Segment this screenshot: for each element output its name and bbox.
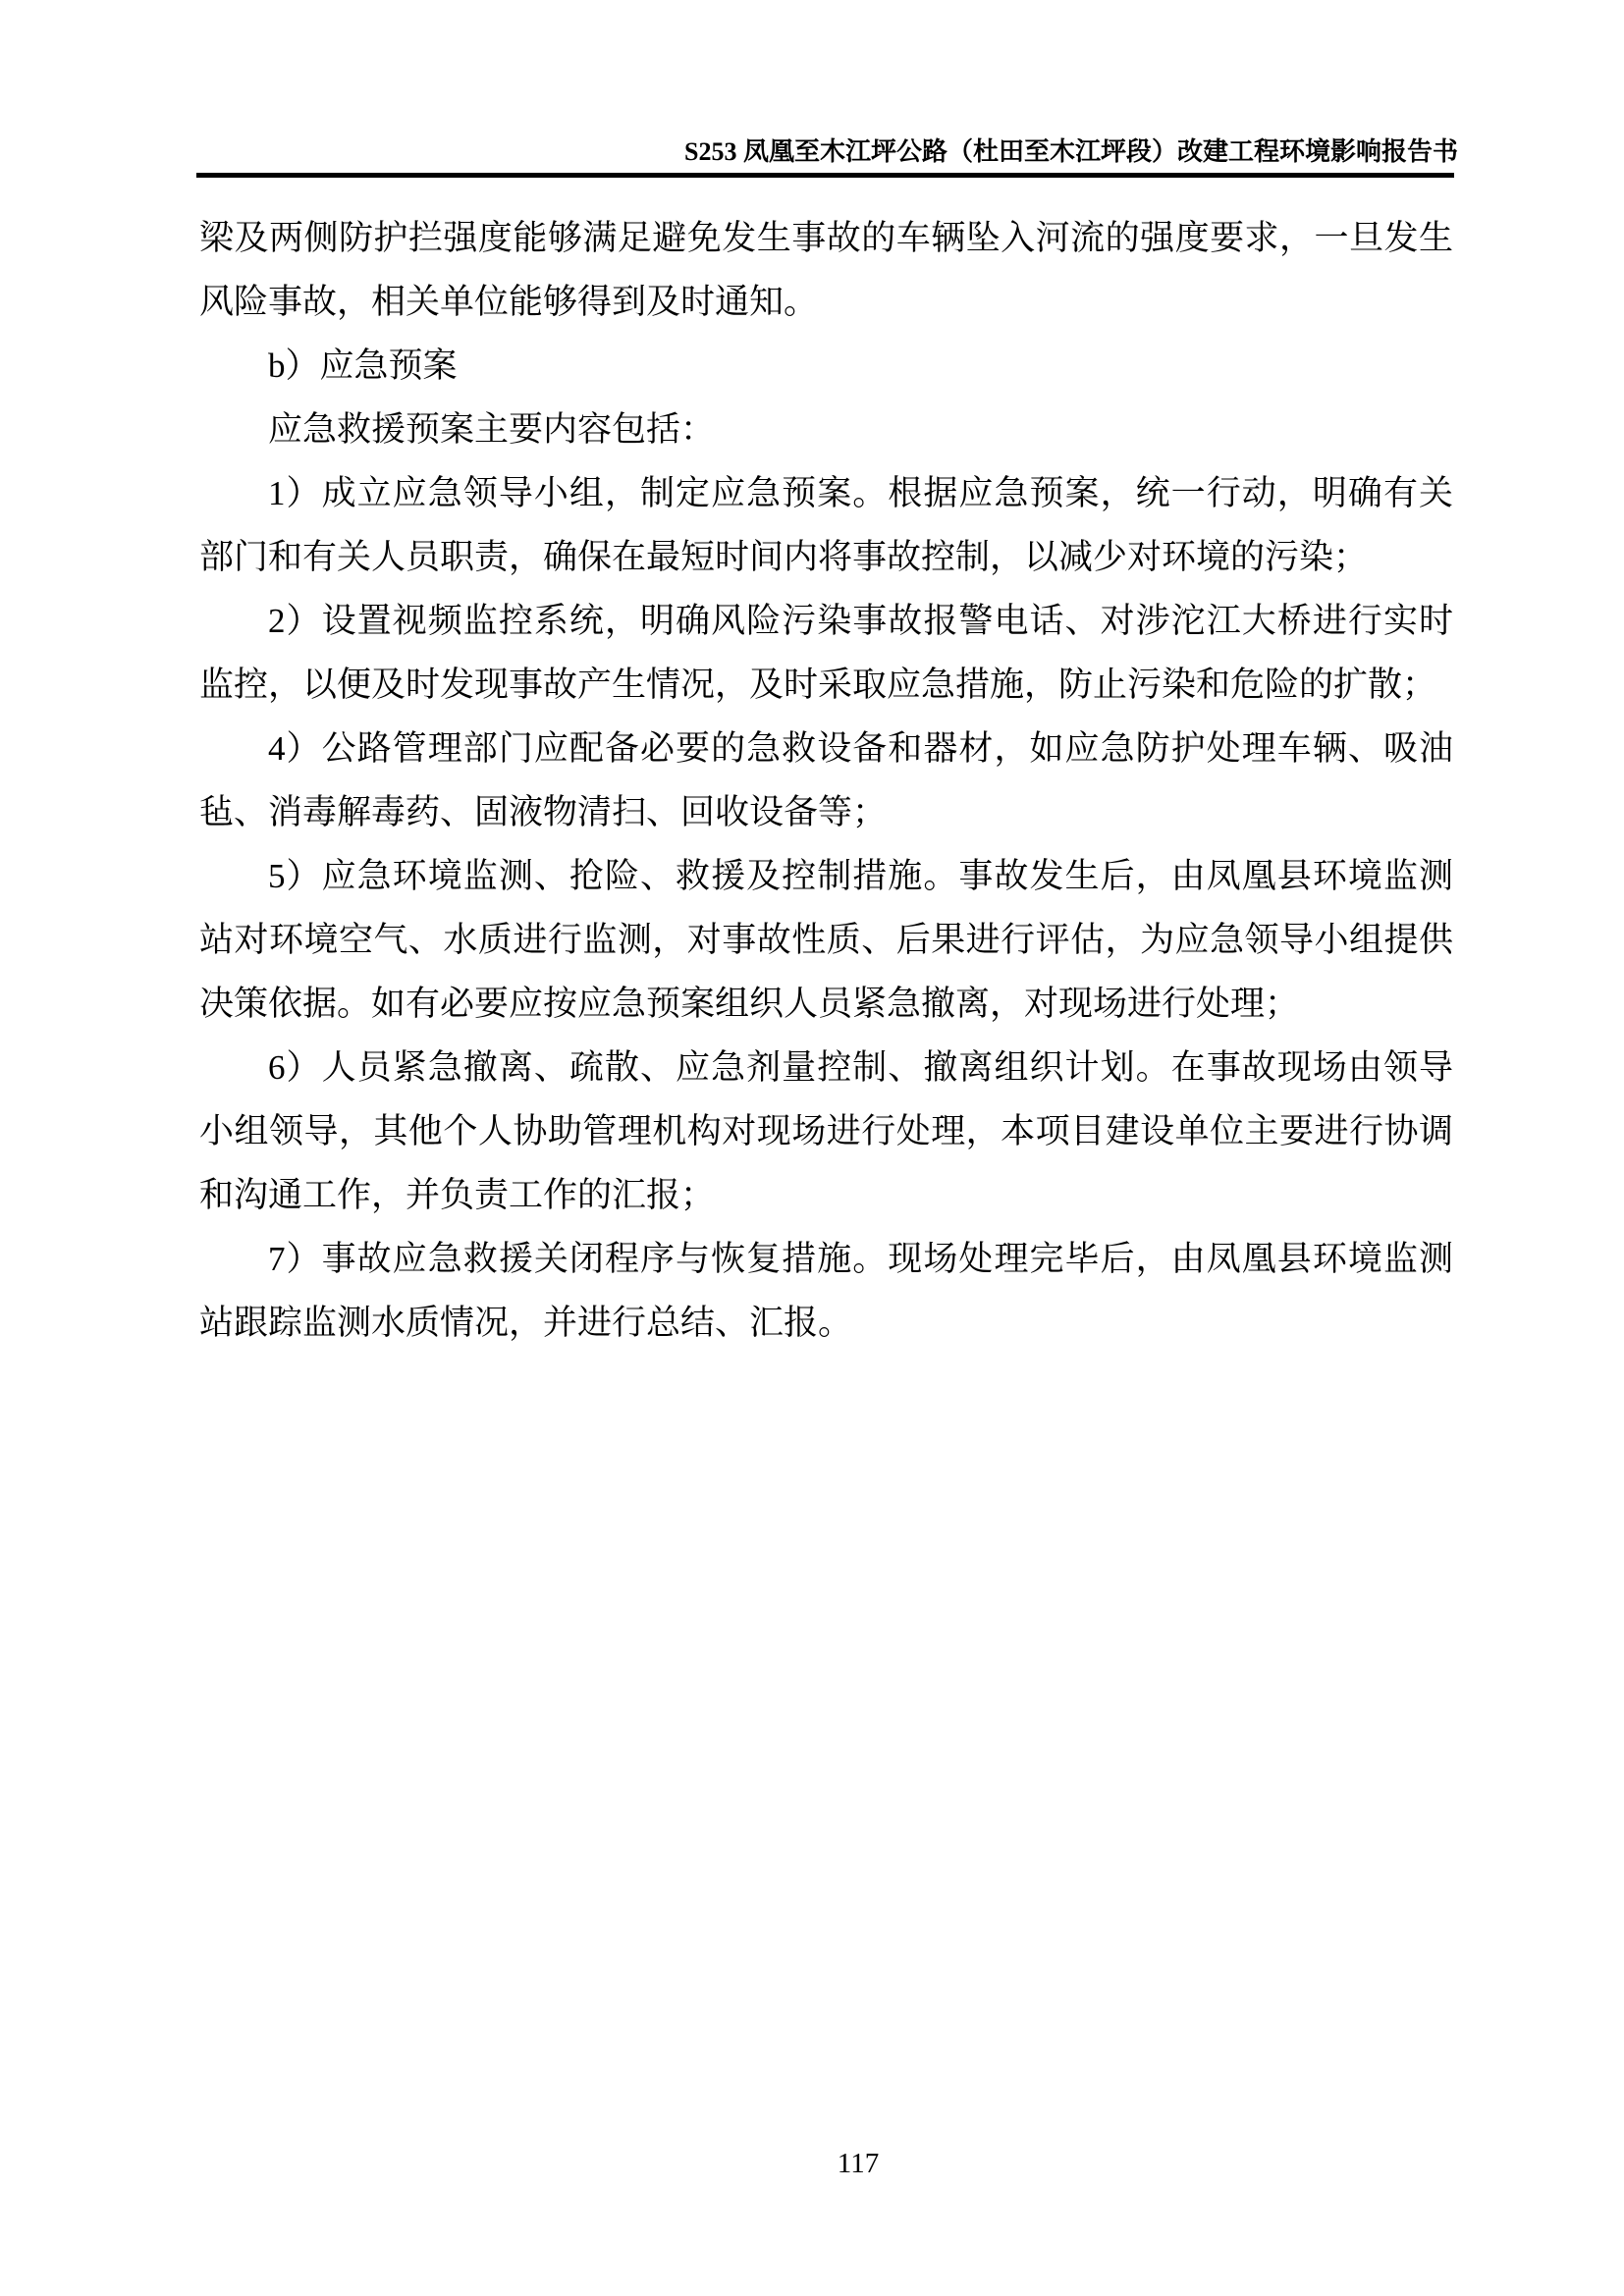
- page-number: 117: [837, 2148, 880, 2179]
- document-body: [199, 206, 1453, 1355]
- body-paragraph: 应急救援预案主要内容包括：: [268, 410, 716, 449]
- header-rule: [196, 173, 1454, 178]
- body-paragraph: 梁及两侧防护拦强度能够满足避免发生事故的车辆坠入河流的强度要求，一旦发生风险事故，相关单位能够得到及时通知。: [199, 219, 1453, 321]
- body-paragraph: 5）应急环境监测、抢险、救援及控制措施。事故发生后，由凤凰县环境监测站对环境空气、水质进行监测，对事故性质、后果进行评估，为应急领导小组提供决策依据。如有必要应按应急预案组织人员紧急撤离，对现场进行处理；: [199, 857, 1453, 1023]
- body-paragraph: 7）事故应急救援关闭程序与恢复措施。现场处理完毕后，由凤凰县环境监测站跟踪监测水质情况，并进行总结、汇报。: [199, 1240, 1453, 1342]
- body-paragraph: 2）设置视频监控系统，明确风险污染事故报警电话、对涉沱江大桥进行实时监控，以便及时发现事故产生情况，及时采取应急措施，防止污染和危险的扩散；: [199, 602, 1453, 704]
- body-paragraph: b）应急预案: [268, 347, 458, 385]
- body-paragraph: 1）成立应急领导小组，制定应急预案。根据应急预案，统一行动，明确有关部门和有关人员职责，确保在最短时间内将事故控制，以减少对环境的污染；: [199, 474, 1453, 576]
- body-paragraph: 4）公路管理部门应配备必要的急救设备和器材，如应急防护处理车辆、吸油毡、消毒解毒药、固液物清扫、回收设备等；: [199, 729, 1453, 831]
- body-paragraph: 6）人员紧急撤离、疏散、应急剂量控制、撤离组织计划。在事故现场由领导小组领导，其他个人协助管理机构对现场进行处理，本项目建设单位主要进行协调和沟通工作，并负责工作的汇报；: [199, 1048, 1453, 1214]
- page-header-title: S253 凤凰至木江坪公路（杜田至木江坪段）改建工程环境影响报告书: [684, 137, 1458, 166]
